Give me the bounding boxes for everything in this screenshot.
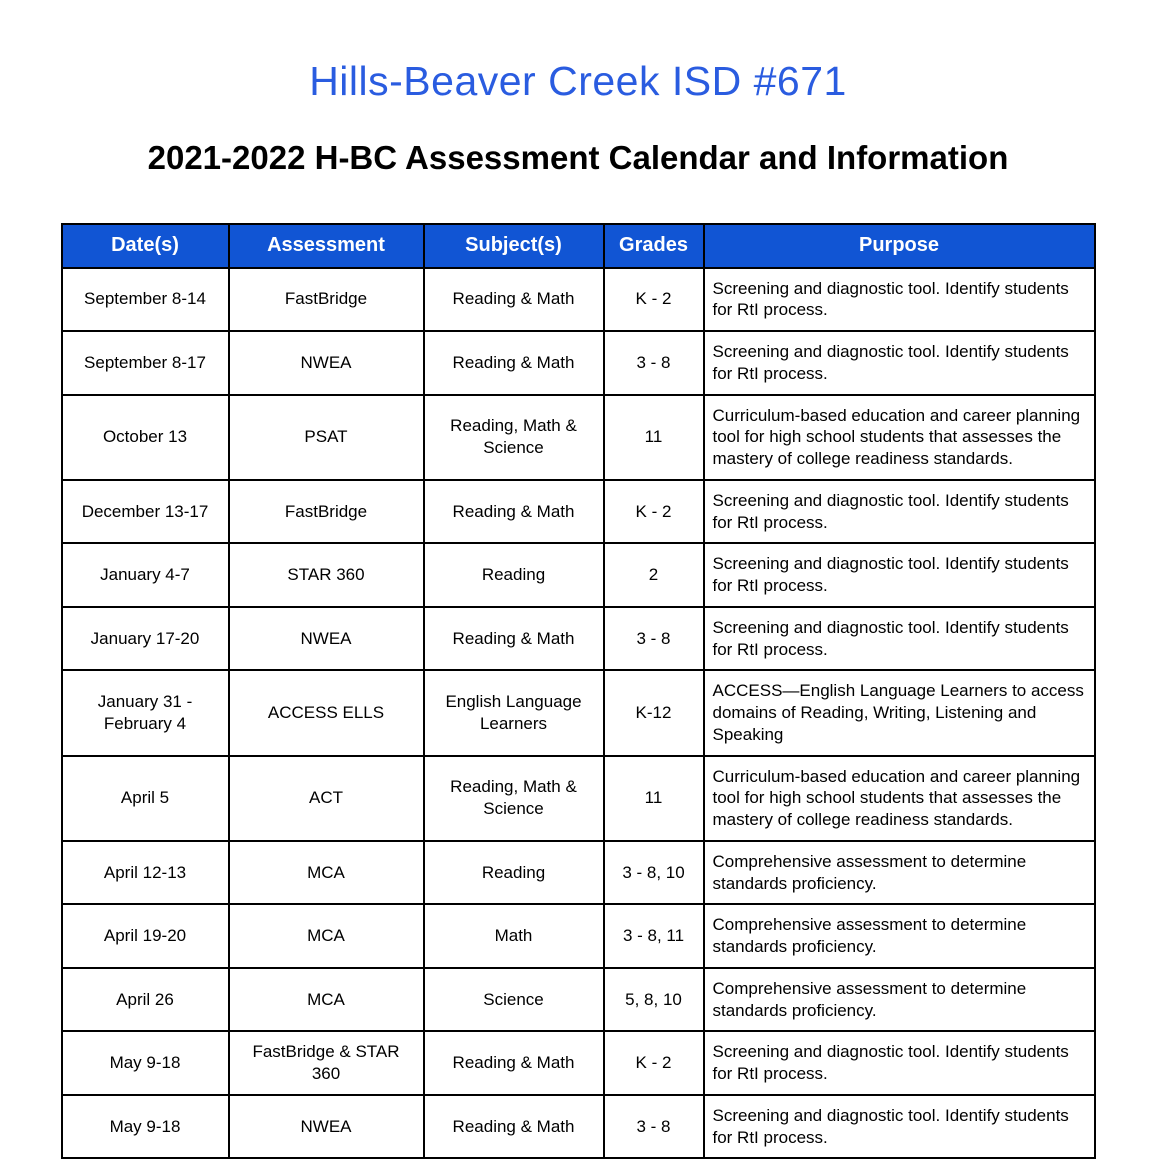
cell-subject: Reading & Math [424,1031,604,1095]
table-row [62,268,1095,332]
cell-date: January 4-7 [62,543,229,607]
cell-purpose: Curriculum-based education and career planning tool for high school students that assesses the mastery of college readiness standards. [704,756,1095,841]
cell-subject: Reading [424,543,604,607]
cell-subject: Reading & Math [424,268,604,332]
cell-date: October 13 [62,395,229,480]
cell-grades: K-12 [604,670,704,755]
table-header [62,224,1095,268]
cell-assessment: NWEA [229,607,424,671]
cell-date: September 8-17 [62,331,229,395]
cell-subject: Math [424,904,604,968]
cell-grades: K - 2 [604,1031,704,1095]
cell-purpose: Screening and diagnostic tool. Identify students for RtI process. [704,543,1095,607]
cell-grades: K - 2 [604,268,704,332]
cell-assessment: PSAT [229,395,424,480]
cell-grades: 3 - 8 [604,607,704,671]
cell-purpose: Screening and diagnostic tool. Identify students for RtI process. [704,1095,1095,1159]
cell-subject: Reading & Math [424,1095,604,1159]
cell-assessment: FastBridge & STAR 360 [229,1031,424,1095]
column-header-purpose: Purpose [704,224,1095,268]
cell-grades: 2 [604,543,704,607]
table-row [62,1031,1095,1095]
cell-date: April 12-13 [62,841,229,905]
cell-grades: K - 2 [604,480,704,544]
page-title: 2021-2022 H-BC Assessment Calendar and Information [147,139,1009,176]
cell-grades: 3 - 8 [604,1095,704,1159]
cell-purpose: Comprehensive assessment to determine standards proficiency. [704,904,1095,968]
header-row [62,224,1095,268]
cell-purpose: Curriculum-based education and career planning tool for high school students that assesses the mastery of college readiness standards. [704,395,1095,480]
table-row [62,331,1095,395]
cell-assessment: NWEA [229,331,424,395]
cell-purpose: Comprehensive assessment to determine standards proficiency. [704,968,1095,1032]
cell-purpose: Screening and diagnostic tool. Identify students for RtI process. [704,331,1095,395]
cell-grades: 11 [604,395,704,480]
cell-grades: 3 - 8, 11 [604,904,704,968]
cell-date: September 8-14 [62,268,229,332]
cell-date: April 26 [62,968,229,1032]
cell-assessment: ACCESS ELLS [229,670,424,755]
cell-purpose: Screening and diagnostic tool. Identify students for RtI process. [704,1031,1095,1095]
table-row [62,670,1095,755]
cell-assessment: NWEA [229,1095,424,1159]
table-row [62,1095,1095,1159]
column-header-grades: Grades [604,224,704,268]
cell-assessment: FastBridge [229,268,424,332]
cell-assessment: MCA [229,968,424,1032]
table-row [62,395,1095,480]
cell-purpose: Screening and diagnostic tool. Identify students for RtI process. [704,480,1095,544]
cell-purpose: Screening and diagnostic tool. Identify students for RtI process. [704,268,1095,332]
cell-grades: 3 - 8, 10 [604,841,704,905]
cell-date: May 9-18 [62,1095,229,1159]
cell-grades: 11 [604,756,704,841]
cell-purpose: Screening and diagnostic tool. Identify students for RtI process. [704,607,1095,671]
table-row [62,756,1095,841]
cell-assessment: MCA [229,841,424,905]
district-title: Hills-Beaver Creek ISD #671 [309,58,847,104]
cell-subject: Science [424,968,604,1032]
cell-assessment: FastBridge [229,480,424,544]
table-body [62,268,1095,1159]
cell-date: May 9-18 [62,1031,229,1095]
assessment-calendar-table [61,223,1096,1159]
cell-date: January 31 - February 4 [62,670,229,755]
column-header-date: Date(s) [62,224,229,268]
cell-subject: Reading & Math [424,480,604,544]
cell-date: January 17-20 [62,607,229,671]
table-row [62,543,1095,607]
table-row [62,968,1095,1032]
table-row [62,480,1095,544]
table-row [62,841,1095,905]
cell-assessment: MCA [229,904,424,968]
cell-purpose: ACCESS—English Language Learners to access domains of Reading, Writing, Listening and Speaking [704,670,1095,755]
cell-grades: 3 - 8 [604,331,704,395]
table-row [62,904,1095,968]
cell-subject: Reading, Math & Science [424,395,604,480]
cell-subject: Reading & Math [424,331,604,395]
cell-assessment: ACT [229,756,424,841]
cell-subject: Reading, Math & Science [424,756,604,841]
cell-subject: Reading & Math [424,607,604,671]
table-row [62,607,1095,671]
cell-subject: Reading [424,841,604,905]
cell-date: April 5 [62,756,229,841]
cell-grades: 5, 8, 10 [604,968,704,1032]
cell-subject: English Language Learners [424,670,604,755]
cell-purpose: Comprehensive assessment to determine standards proficiency. [704,841,1095,905]
cell-date: December 13-17 [62,480,229,544]
column-header-subject: Subject(s) [424,224,604,268]
cell-assessment: STAR 360 [229,543,424,607]
cell-date: April 19-20 [62,904,229,968]
column-header-assessment: Assessment [229,224,424,268]
